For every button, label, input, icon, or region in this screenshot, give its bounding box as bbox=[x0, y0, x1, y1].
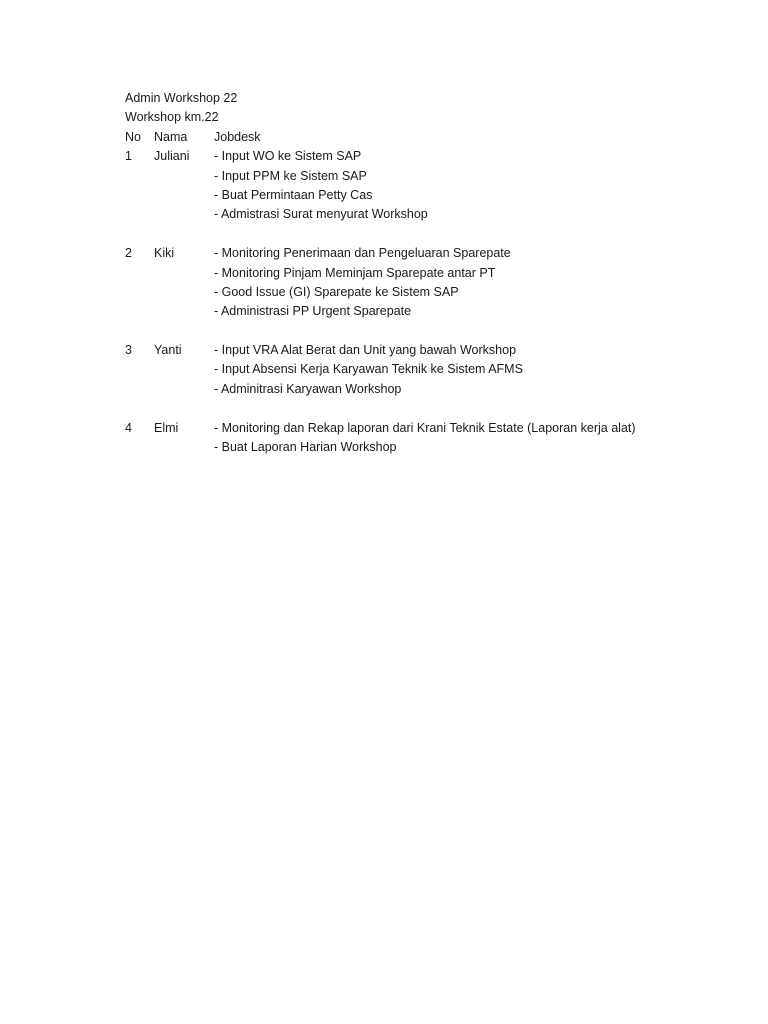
row-nama: Yanti bbox=[154, 343, 182, 358]
table-row bbox=[125, 244, 725, 322]
jobdesk-item: - Good Issue (GI) Sparepate ke Sistem SAP bbox=[214, 284, 459, 299]
row-spacer bbox=[125, 225, 725, 244]
document-title: Admin Workshop 22 bbox=[125, 91, 238, 105]
table-row bbox=[125, 419, 725, 458]
jobdesk-item: - Input Absensi Kerja Karyawan Teknik ke Sistem AFMS bbox=[214, 362, 523, 377]
row-spacer bbox=[125, 399, 725, 418]
table-row bbox=[125, 147, 725, 225]
row-no: 1 bbox=[125, 149, 132, 164]
row-no: 2 bbox=[125, 246, 132, 261]
jobdesk-item: - Adminitrasi Karyawan Workshop bbox=[214, 381, 402, 396]
row-no: 3 bbox=[125, 343, 132, 358]
jobdesk-item: - Monitoring Penerimaan dan Pengeluaran Sparepate bbox=[214, 246, 511, 261]
document-subtitle: Workshop km.22 bbox=[125, 110, 219, 125]
jobdesk-item: - Input VRA Alat Berat dan Unit yang bawah Workshop bbox=[214, 343, 517, 358]
row-nama: Elmi bbox=[154, 420, 179, 435]
header-nama: Nama bbox=[154, 129, 188, 144]
table-header bbox=[125, 128, 725, 147]
jobdesk-item: - Monitoring Pinjam Meminjam Sparepate antar PT bbox=[214, 265, 496, 280]
jobdesk-item: - Input PPM ke Sistem SAP bbox=[214, 168, 367, 183]
document-body bbox=[125, 89, 725, 457]
jobdesk-item: - Administrasi PP Urgent Sparepate bbox=[214, 304, 412, 319]
jobdesk-item: - Admistrasi Surat menyurat Workshop bbox=[214, 207, 428, 222]
row-no: 4 bbox=[125, 420, 132, 435]
jobdesk-item: - Monitoring dan Rekap laporan dari Krani Teknik Estate (Laporan kerja alat) bbox=[214, 420, 636, 435]
row-nama: Juliani bbox=[154, 149, 190, 164]
row-nama: Kiki bbox=[154, 246, 175, 261]
table-row bbox=[125, 341, 725, 399]
header-no: No bbox=[125, 129, 141, 144]
header-jobdesk: Jobdesk bbox=[214, 129, 261, 144]
jobdesk-item: - Buat Permintaan Petty Cas bbox=[214, 187, 373, 202]
jobdesk-item: - Input WO ke Sistem SAP bbox=[214, 149, 362, 164]
row-spacer bbox=[125, 322, 725, 341]
jobdesk-item: - Buat Laporan Harian Workshop bbox=[214, 440, 397, 455]
